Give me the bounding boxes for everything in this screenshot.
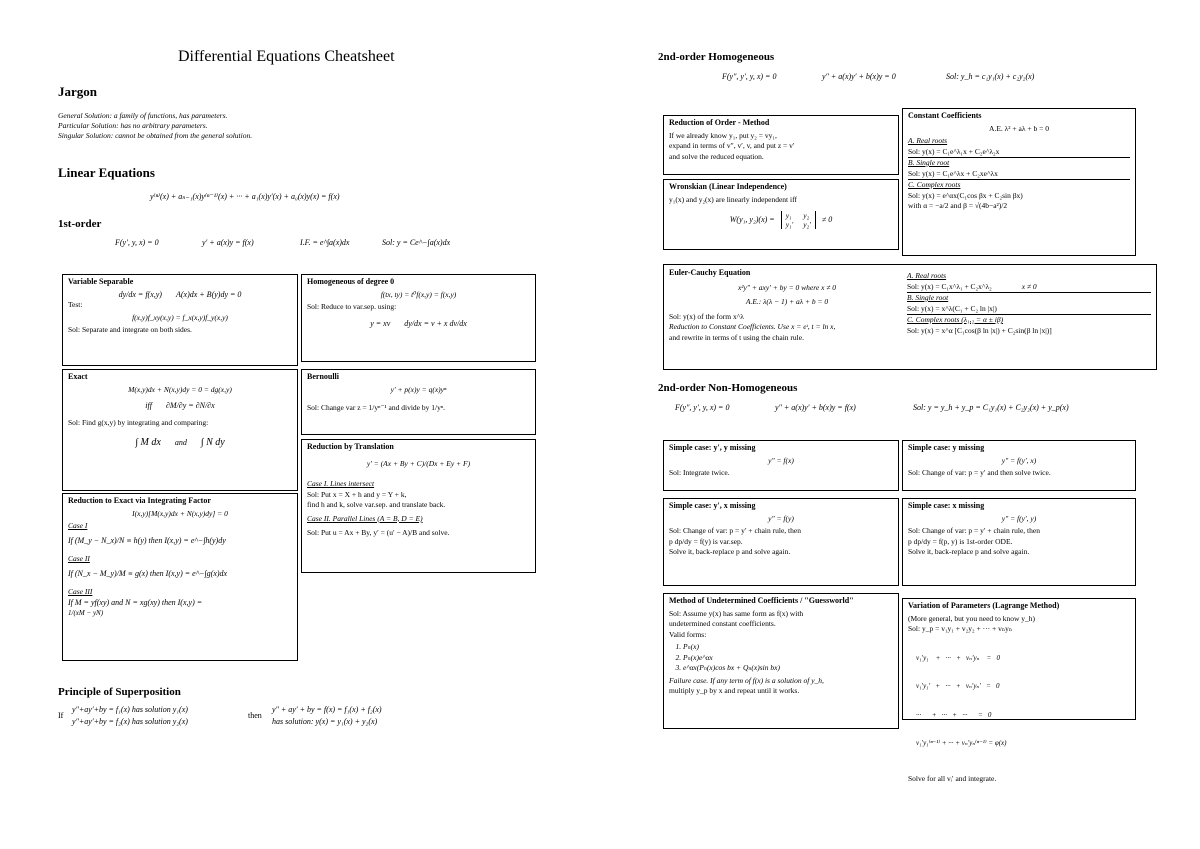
simple3-sol: Sol: Change of var: p = y′ + chain rule, then [669,526,801,535]
wronskian-ne: ≠ 0 [821,214,833,224]
undetermined-l2: undetermined constant coefficients. [669,619,776,628]
superposition-r2: has solution: y(x) = y₁(x) + y₂(x) [272,717,378,726]
separable-box [62,274,298,366]
second-nonhomog-heading: 2nd-order Non-Homogeneous [658,382,798,394]
linear-heading: Linear Equations [58,165,155,180]
variation-row-4: v₁′y₁⁽ⁿ⁻¹⁾ + ··· + vₙ′yₙ⁽ⁿ⁻¹⁾ = φ(x) [916,739,1007,747]
euler-complex-sol: Sol: y(x) = x^α [C₁cos(β ln |x|) + C₂sin(β ln |x|)] [907,325,1052,335]
translation-eq: y′ = (Ax + By + C)/(Dx + Ey + F) [366,458,471,468]
superposition-if: If [58,711,64,720]
exact-sol: Sol: Find g(x,y) by integrating and comparing: [68,417,209,427]
simple3-eq: y″ = f(y) [768,513,794,523]
constant-real-sol: Sol: y(x) = C₁e^λ₁x + C₂e^λ₂x [908,146,1000,156]
integrating-case3-eq: If M = yf(xy) and N = xg(xy) then I(x,y) = [68,597,203,607]
second-homog-eq1: F(y″, y′, y, x) = 0 [722,72,777,81]
simple1-eq: y″ = f(x) [768,455,794,465]
integrating-eq: I(x,y)[M(x,y)dx + N(x,y)dy] = 0 [132,508,228,518]
superposition-heading: Principle of Superposition [58,686,181,698]
euler-complex: C. Complex roots (λ₁,₂ = α ± iβ) [907,315,1004,324]
second-nonhomog-eq3: Sol: y = y_h + y_p = C₁y₁(x) + C₂y₂(x) + y_p(x) [913,403,1069,412]
translation-case2: Case II. Parallel Lines (A = B, D = E) [307,513,423,523]
euler-real: A. Real roots [907,271,947,280]
undetermined-forms [683,642,893,674]
simple2-eq: y″ = f(y′, x) [1001,455,1037,465]
translation-case1-sol2: find h and k, solve var.sep. and translate back. [307,500,446,509]
undetermined-form-3: 3. e^αx(Pₙ(x)cos bx + Qₙ(x)sin bx) [683,663,893,674]
reduction-order-l1: If we already know y₁, put y₂ = vy₁, [669,130,777,140]
reduction-order-box [663,115,899,175]
jargon-heading: Jargon [58,84,97,99]
bernoulli-title: Bernoulli [307,372,340,381]
simple2-sol: Sol: Change of var: p = y′ and then solve twice. [908,468,1051,477]
first-order-eq4: Sol: y = Ce^−∫a(x)dx [382,238,451,247]
jargon-particular: Particular Solution: has no arbitrary parameters. [58,121,208,130]
variation-l2: Sol: y_p = v₁y₁ + v₂y₂ + ··· + vₙyₙ [908,624,1013,633]
integrating-title: Reduction to Exact via Integrating Factor [68,496,211,505]
first-order-heading: 1st-order [58,218,102,230]
wronskian-m22: y₂′ [803,220,811,229]
second-homog-eq3: Sol: y_h = c₁y₁(x) + c₂y₂(x) [946,72,1035,81]
exact-cond: ∂M/∂y = ∂N/∂x [165,401,215,410]
euler-single-sol: Sol: y(x) = x^λ(C₁ + C₂ ln |x|) [907,303,997,313]
superposition-r1: y″ + ay′ + by = f(x) = f₁(x) + f₂(x) [272,705,382,714]
variation-title: Variation of Parameters (Lagrange Method) [908,601,1060,610]
separable-eq1: dy/dx = f(x,y) [118,289,162,299]
constant-single: B. Single root [908,158,950,167]
undetermined-title: Method of Undetermined Coefficients / "Guessworld" [669,596,854,605]
exact-and: and [174,438,187,447]
integrating-case1: Case I [68,521,88,530]
undetermined-fail: Failure case. If any term of f(x) is a solution of y_h, [669,675,824,685]
constant-complex-sol: Sol: y(x) = e^αx(C₁cos βx + C₂sin βx) [908,190,1023,200]
integrating-case2: Case II [68,554,90,563]
exact-iff: iff [145,401,152,410]
constant-complex-with: with α = −a/2 and β = √(4b−a²)/2 [908,201,1008,210]
bernoulli-box [301,369,536,435]
exact-title: Exact [68,372,88,381]
euler-right [907,271,1151,336]
separable-test-eq: f(x,y)f_xy(x,y) = f_x(x,y)f_y(x,y) [132,312,228,322]
variation-l1: (More general, but you need to know y_h) [908,613,1036,623]
first-order-eq3: I.F. = e^∫a(x)dx [300,238,350,247]
integrating-box [62,493,298,661]
bernoulli-sol: Sol: Change var z = 1/yⁿ⁻¹ and divide by 1/yⁿ. [307,403,446,412]
undetermined-box [663,593,899,729]
wronskian-matrix [781,211,816,229]
reduction-order-l2: expand in terms of v″, v′, v, and put z = v′ [669,141,795,150]
translation-box [301,439,536,573]
jargon-list [58,111,252,141]
superposition-then: then [248,711,262,720]
variation-box [902,598,1136,783]
simple3-box [663,498,899,586]
variation-system [908,635,1130,768]
simple2-box [902,440,1136,491]
superposition-l1: y″+ay′+by = f₁(x) has solution y₁(x) [72,705,188,714]
second-homog-eq2: y″ + a(x)y′ + b(x)y = 0 [822,72,896,81]
simple2-title: Simple case: y missing [908,443,985,452]
translation-title: Reduction by Translation [307,442,394,451]
exact-int1: ∫ M dx [135,437,161,448]
wronskian-m12: y₂ [803,211,810,220]
simple4-title: Simple case: x missing [908,501,985,510]
simple4-sol2: p dp/dy = f(p, y) is 1st-order ODE. [908,536,1013,546]
page-title: Differential Equations Cheatsheet [178,48,395,65]
simple1-sol: Sol: Integrate twice. [669,468,730,477]
homog0-sub1: y = xv [370,318,391,328]
variation-l3: Solve for all vᵢ′ and integrate. [908,773,997,783]
euler-reduce: Reduction to Constant Coefficients. Use x = eᵗ, t = ln x, [669,322,836,331]
integrating-case1-eq: If (M_y − N_x)/N ≡ h(y) then I(x,y) = e^−∫h(y)dy [68,535,226,545]
simple4-sol: Sol: Change of var: p = y′ + chain rule, then [908,526,1040,535]
euler-sol: Sol: y(x) of the form x^λ [669,311,744,321]
undetermined-fail2: multiply y_p by x and repeat until it works. [669,686,800,695]
wronskian-title: Wronskian (Linear Independence) [669,182,787,191]
wronskian-m21: y₁′ [785,220,794,229]
euler-eq: x²y″ + axy′ + by = 0 where x ≠ 0 [737,282,837,292]
simple1-box [663,440,899,491]
exact-box [62,369,298,491]
bernoulli-eq: y′ + p(x)y = q(x)yⁿ [390,384,447,394]
simple4-box [902,498,1136,586]
euler-reduce2: and rewrite in terms of t using the chain rule. [669,332,804,342]
wronskian-m11: y₁ [785,211,792,220]
variation-row-3: ··· + ··· + ··· = 0 [916,710,992,719]
exact-eq: M(x,y)dx + N(x,y)dy = 0 = dg(x,y) [128,384,232,394]
undetermined-l3: Valid forms: [669,629,707,639]
euler-xne: x ≠ 0 [1021,281,1037,291]
reduction-order-l3: and solve the reduced equation. [669,151,764,161]
constant-box [902,108,1136,256]
first-order-eq1: F(y′, y, x) = 0 [115,238,159,247]
variation-row-2: v₁′y₁′ + ··· + vₙ′yₙ′ = 0 [916,682,1000,690]
euler-title: Euler-Cauchy Equation [669,268,751,277]
wronskian-box [663,179,899,250]
homog0-eq: f(tx, ty) = t⁰f(x,y) = f(x,y) [380,289,457,299]
superposition-l2: y″+ay′+by = f₂(x) has solution y₂(x) [72,717,188,726]
constant-title: Constant Coefficients [908,111,982,120]
undetermined-form-2: 2. Pₙ(x)e^αx [683,653,893,664]
jargon-singular: Singular Solution: cannot be obtained from the general solution. [58,131,253,140]
second-homog-heading: 2nd-order Homogeneous [658,51,775,63]
euler-single: B. Single root [907,293,949,302]
wronskian-eq: W(y₁, y₂)(x) = [729,214,775,224]
simple1-title: Simple case: y′, y missing [669,443,756,452]
reduction-order-title: Reduction of Order - Method [669,118,770,127]
separable-title: Variable Separable [68,277,134,286]
undetermined-form-1: 1. Pₙ(x) [683,642,893,653]
integrating-case3-eq2: 1/(xM − yN) [68,609,104,617]
constant-real: A. Real roots [908,136,948,145]
constant-ae: A.E. λ² + aλ + b = 0 [989,123,1049,133]
variation-row-1: v₁′y₁ + ··· + vₙ′yₙ = 0 [916,653,1000,662]
integrating-case2-eq: If (N_x − M_y)/M ≡ g(x) then I(x,y) = e^−∫g(x)dx [68,568,228,578]
euler-left [669,268,905,343]
separable-test: Test: [68,300,83,309]
simple4-sol3: Solve it, back-replace p and solve again. [908,547,1030,556]
euler-ae: A.E.: λ(λ − 1) + aλ + b = 0 [745,297,829,306]
homog0-sol: Sol: Reduce to var.sep. using: [307,302,397,311]
homog0-box [301,274,536,362]
separable-sol: Sol: Separate and integrate on both sides. [68,325,192,334]
translation-case2-sol: Sol: Put u = Ax + By, y′ = (u′ − A)/B and solve. [307,528,450,537]
simple3-sol2: p dp/dy = f(y) is var.sep. [669,536,743,546]
constant-complex: C. Complex roots [908,180,961,189]
homog0-title: Homogeneous of degree 0 [307,277,395,286]
wronskian-l1: y₁(x) and y₂(x) are linearly independent iff [669,194,797,204]
jargon-general: General Solution: a family of functions, has parameters. [58,111,228,120]
first-order-eq2: y′ + a(x)y = f(x) [202,238,254,247]
translation-case1: Case I. Lines intersect [307,479,375,488]
euler-box [663,264,1157,370]
integrating-case3: Case III [68,587,93,596]
simple4-eq: y″ = f(y′, y) [1001,513,1037,523]
simple3-title: Simple case: y′, x missing [669,501,756,510]
second-nonhomog-eq1: F(y″, y′, y, x) = 0 [675,403,730,412]
undetermined-l1: Sol: Assume y(x) has same form as f(x) with [669,608,804,618]
constant-single-sol: Sol: y(x) = C₁e^λx + C₂xe^λx [908,168,998,178]
second-nonhomog-eq2: y″ + a(x)y′ + b(x)y = f(x) [775,403,856,412]
exact-int2: ∫ N dy [200,437,225,448]
separable-eq2: A(x)dx + B(y)dy = 0 [175,289,242,299]
euler-real-sol: Sol: y(x) = C₁x^λ₁ + C₂x^λ₂ [907,281,992,291]
simple3-sol3: Solve it, back-replace p and solve again. [669,547,791,556]
homog0-sub2: dy/dx = v + x dv/dx [404,318,467,328]
linear-main-equation: y⁽ⁿ⁾(x) + aₙ₋₁(x)y⁽ⁿ⁻¹⁾(x) + ··· + a₁(x)y′(x) + a₀(x)y(x) = f(x) [150,192,340,201]
translation-case1-sol: Sol: Put x = X + h and y = Y + k, [307,489,407,499]
